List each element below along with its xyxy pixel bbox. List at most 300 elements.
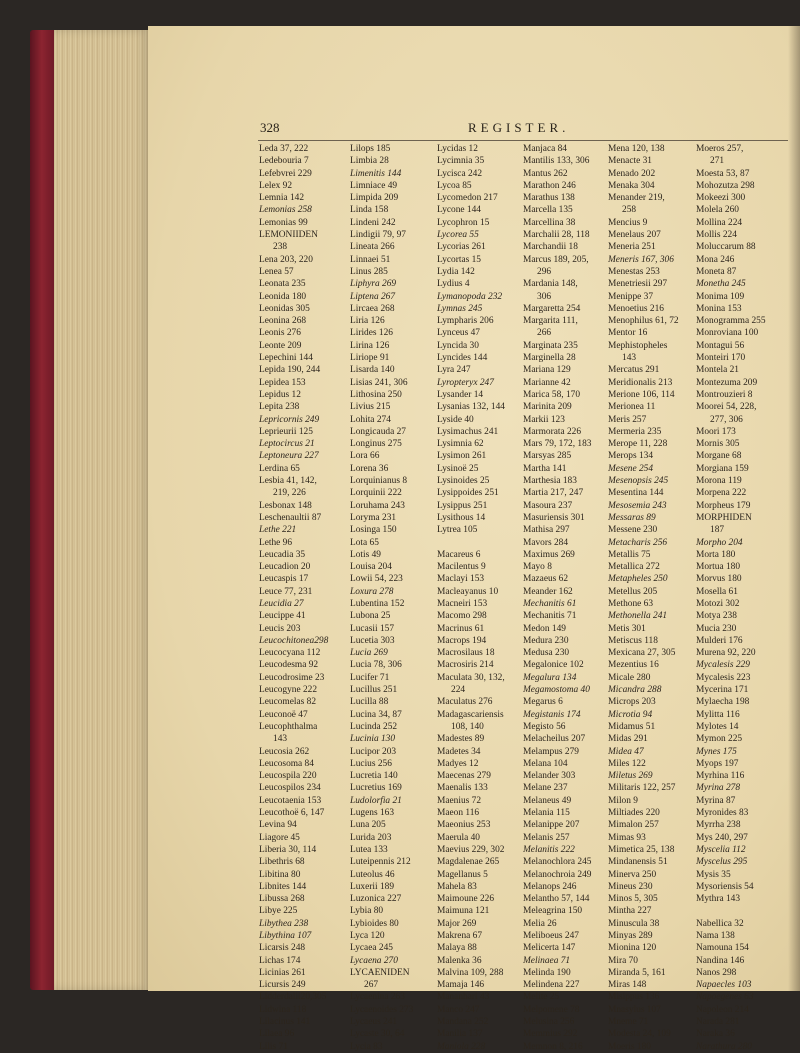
index-entry: Leucis 203 <box>259 623 301 634</box>
index-entry: Methonella 241 <box>608 611 668 622</box>
index-entry: Libythina 107 <box>259 931 312 941</box>
index-entry: Livius 215 <box>350 402 391 413</box>
index-entry: Longicauda 27 <box>350 426 406 437</box>
index-entry: Lindigii 79, 97 <box>350 230 406 241</box>
index-entry: Myrina 278 <box>696 783 741 794</box>
index-entry: LEMONIIDEN <box>259 230 318 241</box>
index-entry: Macrosilaus 18 <box>437 648 495 659</box>
index-entry: Merionea 11 <box>608 402 656 413</box>
index-entry: Megistanis 174 <box>523 709 581 720</box>
index-entry: Libnites 144 <box>259 881 307 892</box>
index-entry: Miles 122 <box>608 758 646 769</box>
index-entry: Lyside 40 <box>437 414 474 425</box>
index-entry: Licarsis 248 <box>259 943 306 954</box>
index-entry: Leonina 268 <box>259 316 307 327</box>
index-entry: Mira 70 <box>608 955 638 966</box>
index-entry: Limpida 209 <box>350 193 399 204</box>
index-entry: Margaretta 254 <box>523 303 581 314</box>
index-entry: Nanos 298 <box>696 967 737 978</box>
index-entry: Leucophthalma <box>259 721 318 732</box>
index-entry: Lysippoides 251 <box>437 488 499 499</box>
index-entry: Maniola 228 <box>437 1041 486 1052</box>
index-entry: 296 <box>537 266 552 277</box>
index-entry: MORPHIDEN <box>696 512 752 523</box>
index-entry: Marchandii 18 <box>523 242 578 253</box>
index-entry: Menander 219, <box>608 193 665 204</box>
index-entry: Medusa 230 <box>523 648 570 659</box>
index-entry: 224 <box>451 685 466 696</box>
index-entry: Leuconoë 47 <box>259 709 308 720</box>
index-entry: Maimoune 226 <box>437 894 495 905</box>
index-entry: 143 <box>622 353 637 364</box>
index-entry: Marmorata 226 <box>523 426 582 437</box>
index-entry: Namouna 154 <box>696 943 749 954</box>
index-entry: Nandina 146 <box>696 955 745 966</box>
index-entry: Mulderi 176 <box>696 635 743 646</box>
index-entry: Liberia 30, 114 <box>259 844 317 855</box>
index-entry: Mechanitis 71 <box>523 611 577 622</box>
index-entry: Mentor 16 <box>608 328 648 339</box>
index-entry: Lepidus 12 <box>259 389 301 400</box>
index-entry: Myronides 83 <box>696 808 749 819</box>
index-entry: Macrinus 61 <box>437 623 485 634</box>
index-entry: Menado 202 <box>608 168 656 179</box>
index-entry: Macleayanus 10 <box>437 586 499 597</box>
index-entry: Lucia 78, 306 <box>350 660 402 671</box>
index-entry: Napaecles 103 <box>696 980 752 991</box>
index-entry: Myrrha 238 <box>696 820 741 831</box>
index-entry: Mencius 9 <box>608 217 648 228</box>
index-entry: Midea 47 <box>608 746 644 757</box>
index-entry: Lugens 163 <box>350 808 395 819</box>
index-entry: Napoleon 214 <box>696 1004 749 1015</box>
index-entry: Lota 65 <box>350 537 379 548</box>
index-entry: Megalonice 102 <box>523 660 584 671</box>
book-spine <box>30 30 56 990</box>
index-entry: Mamaja 146 <box>437 980 485 991</box>
index-entry: Melane 237 <box>523 783 568 794</box>
index-entry: Mardania 148, <box>523 279 578 290</box>
index-entry: Liagore 45 <box>259 832 300 843</box>
index-entry: Mylaecha 198 <box>696 697 750 708</box>
index-entry: Miranda 5, 161 <box>608 967 666 978</box>
index-entry: Leptoneura 227 <box>259 451 319 462</box>
index-entry: 306 <box>537 291 552 302</box>
index-entry: Lymnas 245 <box>437 303 483 314</box>
index-entry: Melite 25 <box>523 992 560 1003</box>
index-entry: Moorei 54, 228, <box>696 402 757 413</box>
index-entry: Lucasii 157 <box>350 623 395 634</box>
index-entry: Mesosemia 243 <box>608 500 667 511</box>
index-entry: Libythea 238 <box>259 918 309 929</box>
index-entry: Leucospila 220 <box>259 771 317 782</box>
index-entry: Marsyas 285 <box>523 451 572 462</box>
index-entry: Luteipennis 212 <box>350 857 411 868</box>
index-entry: Milon 9 <box>608 795 638 806</box>
index-entry: Nabellica 32 <box>696 918 744 929</box>
index-entry: Menacte 31 <box>608 156 652 167</box>
index-entry: Lohita 274 <box>350 414 391 425</box>
index-entry: Lurida 203 <box>350 832 392 843</box>
index-entry: Lucillus 251 <box>350 685 398 696</box>
index-entry: Mortua 180 <box>696 562 741 573</box>
index-entry: Naraka 36 <box>696 1029 735 1040</box>
index-entry: Maeon 116 <box>437 808 480 819</box>
index-entry: Menophilus 61, 72 <box>608 316 679 327</box>
index-entry: Mercatus 291 <box>608 365 660 376</box>
index-entry: Lysimachus 241 <box>437 426 499 437</box>
index-entry: Liria 126 <box>350 316 385 327</box>
index-entry: Lethe 96 <box>259 537 293 548</box>
index-entry: Lorquinii 222 <box>350 488 402 499</box>
index-entry: Marginata 235 <box>523 340 578 351</box>
index-entry: Linus 285 <box>350 266 388 277</box>
index-entry: Marcella 135 <box>523 205 573 216</box>
index-entry: Lysander 14 <box>437 389 484 400</box>
index-entry: Lucinia 130 <box>350 734 396 745</box>
index-entry: Messene 230 <box>608 525 658 536</box>
index-column-6 <box>696 143 786 1053</box>
index-entry: Maculatus 276 <box>437 697 493 708</box>
index-entry: Macrosiris 214 <box>437 660 494 671</box>
index-entry: Lepida 190, 244 <box>259 365 321 376</box>
index-entry: Lycaenina 263 <box>350 992 405 1003</box>
index-entry: Maculata 30, 132, <box>437 672 505 683</box>
index-entry: Lesbia 41, 142, <box>259 476 317 487</box>
page-number: 328 <box>260 120 280 135</box>
index-entry: Mylotes 14 <box>696 721 739 732</box>
index-entry: Merops 134 <box>608 451 654 462</box>
index-entry: Mollina 224 <box>696 217 743 228</box>
index-entry: Medon 149 <box>523 623 566 634</box>
index-entry: Ludolorfia 21 <box>350 795 402 806</box>
index-entry: Lotis 49 <box>350 549 381 560</box>
index-entry: Lycia 83 <box>350 1041 383 1052</box>
index-entry: Libussa 268 <box>259 894 305 905</box>
index-entry: Memmius 292 <box>523 1029 578 1040</box>
index-entry: Manjaca 84 <box>523 144 567 154</box>
index-entry: Lubentina 152 <box>350 598 405 609</box>
index-entry: Lycaenoides 273 <box>350 1004 414 1015</box>
index-entry: Martia 217, 247 <box>523 488 584 499</box>
index-entry: Militaris 122, 257 <box>608 783 676 794</box>
index-entry: Myrina 87 <box>696 795 736 806</box>
index-entry: Magdalenae 265 <box>437 857 500 868</box>
index-entry: Mornis 305 <box>696 439 740 450</box>
index-entry: Meridionalis 213 <box>608 377 673 388</box>
index-entry: Lefebvrei 229 <box>259 168 312 179</box>
index-entry: Lycone 144 <box>437 205 481 216</box>
index-entry: Monteiri 170 <box>696 353 746 364</box>
index-entry: Linda 158 <box>350 205 389 216</box>
index-entry: Lymanopoda 232 <box>437 291 503 302</box>
index-entry: Lepita 238 <box>259 402 300 413</box>
index-entry: Leonidas 305 <box>259 303 310 314</box>
index-entry: Lisarda 140 <box>350 365 395 376</box>
index-entry: Mynes 175 <box>696 746 737 757</box>
index-entry: Meleagrina 150 <box>523 906 583 917</box>
index-entry: Lysanias 132, 144 <box>437 402 505 413</box>
index-entry: Menestas 253 <box>608 266 660 277</box>
index-entry: Lethe 221 <box>259 525 297 536</box>
index-entry: Narada 281 <box>696 1017 740 1028</box>
index-entry: Leonida 180 <box>259 291 307 302</box>
index-entry: Miras 148 <box>608 980 647 991</box>
index-entry: Lucretia 140 <box>350 771 398 782</box>
index-entry: Leprieurii 125 <box>259 426 313 437</box>
index-entry: Leucocyana 112 <box>259 648 321 659</box>
index-entry: Maerula 40 <box>437 832 480 843</box>
index-entry: Lucifer 71 <box>350 672 390 683</box>
index-entry: Lithosina 250 <box>350 389 402 400</box>
index-entry: Moeris 180 <box>608 1041 651 1052</box>
index-entry: Melia 26 <box>523 918 557 929</box>
index-entry: Lineata 266 <box>350 242 395 253</box>
index-entry: Lepidea 153 <box>259 377 306 388</box>
index-entry: Melanippe 207 <box>523 820 580 831</box>
index-entry: Madagascariensis <box>437 709 504 720</box>
index-entry: Mezentius 16 <box>608 660 659 671</box>
index-entry: Leucospilos 234 <box>259 783 321 794</box>
index-entry: Lyncides 144 <box>437 353 488 364</box>
index-entry: Mucia 230 <box>696 623 737 634</box>
index-entry: Megisto 56 <box>523 721 566 732</box>
index-entry: Margarita 111, <box>523 316 578 327</box>
index-entry: Limbia 28 <box>350 156 389 167</box>
index-entry: Lytrea 105 <box>437 525 478 536</box>
index-entry: Melinda 190 <box>523 967 571 978</box>
index-entry: Lycidas 12 <box>437 144 478 154</box>
index-entry: Mionina 120 <box>608 943 657 954</box>
index-entry: Mechanitis 61 <box>523 598 577 609</box>
index-entry: Limenitis 144 <box>350 168 402 179</box>
index-entry <box>696 905 786 917</box>
index-entry: Monima 109 <box>696 291 745 302</box>
index-entry: Mysoriensis 54 <box>696 881 754 892</box>
index-entry: Macomo 298 <box>437 611 487 622</box>
index-entry: Mahela 83 <box>437 881 477 892</box>
index-entry: Lybioides 80 <box>350 918 399 929</box>
index-entry: Macareus 6 <box>437 549 481 560</box>
index-entry: Mantilis 133, 306 <box>523 156 590 167</box>
index-entry: Melana 104 <box>523 758 568 769</box>
index-entry: Metellus 205 <box>608 586 658 597</box>
index-entry: Moluccarum 88 <box>696 242 756 253</box>
index-entry: Menoetius 216 <box>608 303 664 314</box>
index-entry: Metacharis 256 <box>608 537 668 548</box>
index-entry: Malvina 109, 288 <box>437 967 504 978</box>
index-entry: Morpena 222 <box>696 488 747 499</box>
index-entry: Loryma 231 <box>350 512 397 523</box>
index-entry: Melacheilus 207 <box>523 734 586 745</box>
index-entry: Lepechini 144 <box>259 353 313 364</box>
index-entry: Lynceus 47 <box>437 328 480 339</box>
index-entry: Mena 120, 138 <box>608 144 665 154</box>
index-entry: Meliboeus 247 <box>523 931 579 941</box>
index-entry: Lucretius 169 <box>350 783 402 794</box>
index-entry: Monetha 245 <box>696 279 746 290</box>
index-entry: Mesentina 144 <box>608 488 664 499</box>
index-entry: Morgane 68 <box>696 451 742 462</box>
index-entry: Melpomene 78 <box>523 1004 580 1015</box>
index-entry: Manilia 137 <box>437 1029 483 1040</box>
index-entry: Leucotaenia 153 <box>259 795 322 806</box>
index-entry: Mars 79, 172, 183 <box>523 439 592 450</box>
index-entry: Luteolus 46 <box>350 869 395 880</box>
index-entry: Lilacinus 141 <box>259 1017 311 1028</box>
index-entry: Leucippe 41 <box>259 611 306 622</box>
index-entry: Myscelia 112 <box>696 844 746 855</box>
index-entry: Lichas 174 <box>259 955 301 966</box>
index-entry: Mavors 284 <box>523 537 569 548</box>
index-entry: Lycomedon 217 <box>437 193 498 204</box>
index-entry: Montezuma 209 <box>696 377 758 388</box>
index-entry: Malaya 88 <box>437 943 477 954</box>
index-entry: Maclayi 153 <box>437 574 485 585</box>
index-entry: Marathus 138 <box>523 193 575 204</box>
index-entry: Leonte 209 <box>259 340 302 351</box>
index-entry: Maimuna 121 <box>437 906 490 917</box>
index-entry: Lena 203, 220 <box>259 254 313 265</box>
index-entry: Motya 238 <box>696 611 737 622</box>
index-entry: Memnon 8, 216 <box>523 1041 583 1052</box>
index-entry: Mazaeus 62 <box>523 574 569 585</box>
index-entry: Modesta 24, 109 <box>608 1029 671 1040</box>
index-entry: Morona 119 <box>696 476 742 487</box>
index-entry: Marchalii 28, 118 <box>523 230 590 241</box>
index-entry: Lorena 36 <box>350 463 389 474</box>
index-entry: Lycaste 30, 64 <box>350 1029 405 1040</box>
index-entry: Leucodrosime 23 <box>259 672 325 683</box>
index-entry: Libethris 68 <box>259 857 305 868</box>
index-entry: Lepricornis 249 <box>259 414 320 425</box>
index-entry: Moori 173 <box>696 426 736 437</box>
index-entry: Leda 37, 222 <box>259 144 309 154</box>
index-entry: Mariana 129 <box>523 365 571 376</box>
index-entry: Lucia 269 <box>350 648 388 659</box>
index-entry: Lora 66 <box>350 451 380 462</box>
index-entry: Leonata 235 <box>259 279 306 290</box>
index-entry: Morvus 180 <box>696 574 742 585</box>
index-entry: Loxura 278 <box>350 586 394 597</box>
index-entry: Miletus 269 <box>608 771 653 782</box>
index-entry: Major 269 <box>437 918 477 929</box>
index-entry: Mokeezi 300 <box>696 193 746 204</box>
index-entry: Minerva 250 <box>608 869 657 880</box>
index-entry: Makrena 67 <box>437 931 483 941</box>
index-entry: Mosella 61 <box>696 586 738 597</box>
index-entry: Moesta 53, 87 <box>696 168 750 179</box>
index-entry: Moneta 87 <box>696 266 737 277</box>
index-entry: Meneria 251 <box>608 242 656 253</box>
index-entry: Liphyra 269 <box>350 279 397 290</box>
index-entry: LYCAENIDEN <box>350 967 410 978</box>
index-entry: Lydius 4 <box>437 279 470 290</box>
index-entry: Mephistopheles <box>608 340 668 351</box>
index-entry: Loruhama 243 <box>350 500 405 511</box>
index-entry: Melampus 279 <box>523 746 579 757</box>
index-entry: Liriope 91 <box>350 353 390 364</box>
index-entry: Metapheles 250 <box>608 574 668 585</box>
index-entry: Mimas 93 <box>608 832 646 843</box>
index-entry: Marginella 28 <box>523 353 576 364</box>
index-entry: Licursis 249 <box>259 980 306 991</box>
index-entry: Marcus 189, 205, <box>523 254 589 265</box>
index-entry: Libye 225 <box>259 906 298 917</box>
index-entry: Melanochlora 245 <box>523 857 592 868</box>
index-entry: Monina 153 <box>696 303 742 314</box>
index-entry: Ledebouria 7 <box>259 156 309 167</box>
index-entry: 108, 140 <box>451 721 484 732</box>
index-entry: 238 <box>273 242 288 253</box>
index-entry: Mohozutza 298 <box>696 180 755 191</box>
index-entry: Lerdina 65 <box>259 463 300 474</box>
index-entry: Myrhina 116 <box>696 771 745 782</box>
index-entry: Lyra 247 <box>437 365 471 376</box>
index-entry: Longinus 275 <box>350 439 402 450</box>
index-entry: Methone 63 <box>608 598 654 609</box>
index-entry: Lysippus 251 <box>437 500 488 511</box>
index-entry: Lubona 25 <box>350 611 391 622</box>
index-entry: 266 <box>537 328 552 339</box>
index-entry: Leucadion 20 <box>259 562 311 573</box>
index-entry: Lycaena 270 <box>350 955 398 966</box>
index-entry: Metallis 75 <box>608 549 651 560</box>
index-entry: Lucina 34, 87 <box>350 709 402 720</box>
index-entry: Leucadia 35 <box>259 549 306 560</box>
index-entry: Meander 162 <box>523 586 573 597</box>
index-entry: Lowii 54, 223 <box>350 574 403 585</box>
index-entry: Lucetia 303 <box>350 635 395 646</box>
index-entry: Luxerii 189 <box>350 881 395 892</box>
index-entry: Menippe 37 <box>608 291 654 302</box>
index-entry: Lyca 120 <box>350 931 385 941</box>
index-entry: Mesenopsis 245 <box>608 476 669 487</box>
index-entry: Lemonias 258 <box>259 205 312 216</box>
index-entry: Mythra 143 <box>696 894 741 905</box>
index-entry: Lympharis 206 <box>437 316 494 327</box>
index-entry: Myops 197 <box>696 758 739 769</box>
header-rule <box>258 140 788 141</box>
index-entry: Lilops 185 <box>350 144 391 154</box>
index-entry: Liptena 267 <box>350 291 396 302</box>
index-entry: Mimalon 257 <box>608 820 659 831</box>
index-entry: Lucinda 252 <box>350 721 398 732</box>
index-entry: Lucipor 203 <box>350 746 397 757</box>
index-entry: 271 <box>710 156 725 167</box>
index-entry: Melanitis 222 <box>523 844 575 855</box>
index-entry: Narathura 280 <box>696 1041 752 1052</box>
index-entry: Maecenas 279 <box>437 771 491 782</box>
index-entry: Melaneus 49 <box>523 795 572 806</box>
index-entry: Mayo 8 <box>523 562 552 573</box>
index-entry: Marica 58, 170 <box>523 389 581 400</box>
index-entry: Lenea 57 <box>259 266 294 277</box>
index-entry: Lelex 92 <box>259 180 293 191</box>
index-entry: Lemnia 142 <box>259 193 305 204</box>
index-entry: Lycortas 15 <box>437 254 481 265</box>
index-entry: Merope 11, 228 <box>608 439 668 450</box>
index-entry: Lemonias 99 <box>259 217 308 228</box>
index-entry: Leonis 276 <box>259 328 301 339</box>
index-entry: Misippus 136 <box>608 992 660 1003</box>
index-entry: Luzonica 227 <box>350 894 402 905</box>
index-entry: Meris 257 <box>608 414 647 425</box>
index-entry: 187 <box>710 525 725 536</box>
index-entry: Maeonius 253 <box>437 820 491 831</box>
index-entry: Mandana 252 <box>437 1017 489 1028</box>
index-entry: Manco 247 <box>437 1004 480 1015</box>
